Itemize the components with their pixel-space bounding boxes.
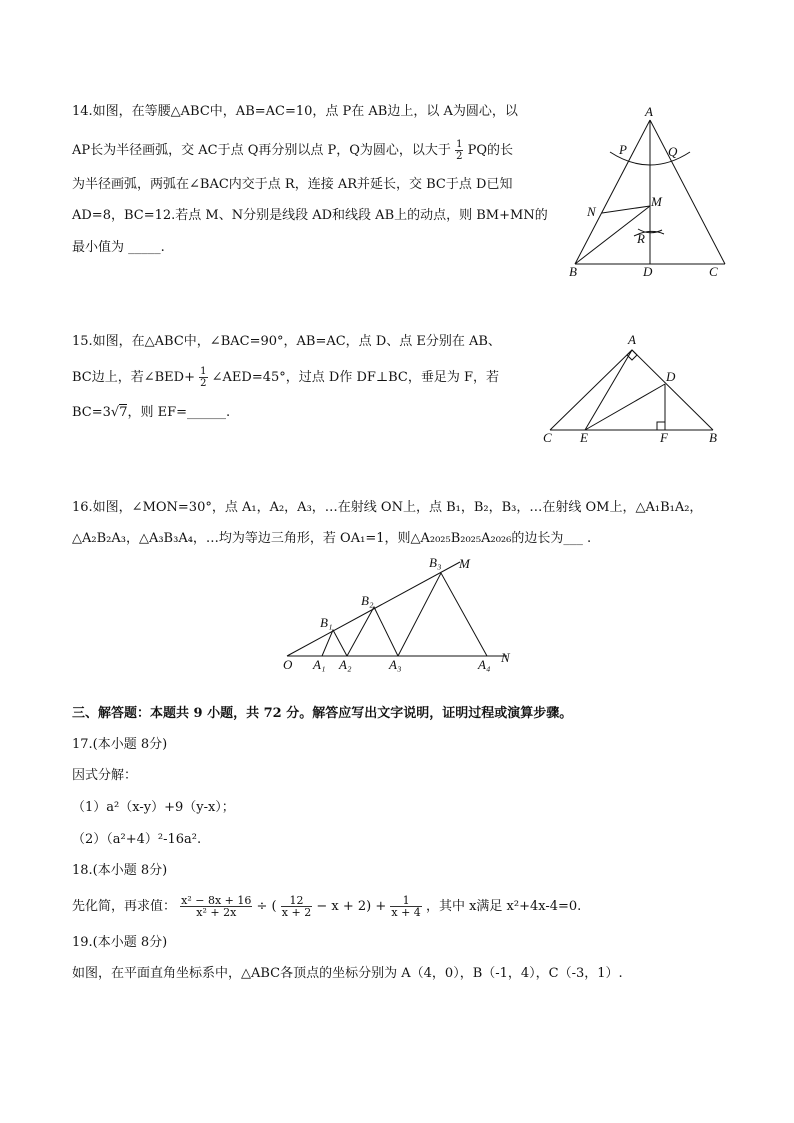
q17-prompt: 因式分解： — [72, 768, 138, 783]
q14-fig-label-n: N — [587, 204, 596, 219]
q16-fig-label-n: N — [501, 650, 510, 665]
q14-figure — [560, 100, 740, 285]
q14-fig-label-q: Q — [668, 144, 678, 159]
q14-line4: AD=8，BC=12.若点 M、N分别是线段 AD和线段 AB上的动点，则 BM+MN的 — [72, 208, 548, 223]
section3-heading: 三、解答题：本题共 9 小题，共 72 分。解答应写出文字说明，证明过程或演算步骤。 — [72, 706, 573, 721]
q17-item2: （2）（a²+4）²-16a². — [72, 832, 202, 847]
q17-item1: （1）a²（x-y）+9（y-x）； — [72, 800, 235, 815]
q14-fig-label-p: P — [619, 142, 627, 157]
q19-title: 19.(本小题 8分) — [72, 935, 168, 950]
q18-frac1-den: x² + 2x — [196, 906, 237, 919]
q14-line1: 14.如图，在等腰△ABC中，AB=AC=10，点 P在 AB边上，以 A为圆心，以 — [72, 104, 518, 119]
q16-fig-label-a2: A₂ — [339, 657, 352, 672]
q15-fig-label-a: A — [628, 332, 636, 347]
q14-fraction — [455, 139, 463, 162]
q18-fraction1 — [180, 895, 252, 918]
q14-fig-label-r: R — [637, 231, 645, 246]
q16-fig-label-m: M — [459, 556, 470, 571]
q16-fig-label-a4: A₄ — [478, 657, 491, 672]
q18-expression — [72, 892, 581, 922]
q14-frac-den: 2 — [456, 151, 463, 162]
q18-frac2-den: x + 2 — [281, 906, 312, 919]
q15-frac-num: 1 — [200, 366, 207, 377]
q18-fraction2 — [281, 895, 312, 918]
q15-fig-label-f: F — [660, 430, 668, 445]
q15-fraction — [199, 366, 207, 389]
q14-line3: 为半径画弧，两弧在∠BAC内交于点 R，连接 AR并延长，交 BC于点 D已知 — [72, 177, 513, 192]
q18-frac3-den: x + 4 — [391, 906, 421, 919]
q14-line2b: PQ的长 — [467, 143, 513, 158]
q15-sqrt-radicand: 7 — [119, 405, 128, 420]
q16-fig-label-b1: B₁ — [320, 615, 333, 630]
q16-fig-label-o: O — [283, 657, 293, 672]
q14-fig-label-b: B — [569, 264, 577, 279]
q18-fraction3 — [390, 895, 421, 918]
q16-line2: △A₂B₂A₃，△A₃B₃A₄，…均为等边三角形，若 OA₁=1，则△A₂₀₂₅B₂₀₂₅A₂₀₂₆的边长为___ . — [72, 531, 592, 546]
q14-fig-label-d: D — [643, 264, 653, 279]
q16-line1: 16.如图，∠MON=30°，点 A₁，A₂，A₃，…在射线 ON上，点 B₁，B₂，B₃，…在射线 OM上，△A₁B₁A₂， — [72, 500, 703, 515]
q15-fig-label-e: E — [580, 430, 588, 445]
q15-line3a: BC=3 — [72, 405, 111, 420]
q18-lead: 先化简，再求值： — [72, 899, 177, 914]
q15-fig-label-c: C — [543, 430, 552, 445]
q15-fig-label-d: D — [666, 369, 676, 384]
q15-line3 — [72, 405, 230, 421]
q18-title: 18.(本小题 8分) — [72, 863, 168, 878]
q18-frac3-num: 1 — [390, 895, 421, 907]
q14-fig-label-m: M — [651, 194, 662, 209]
q15-fig-label-b: B — [709, 430, 717, 445]
q15-line2 — [72, 366, 499, 389]
q16-fig-label-a1: A₁ — [313, 657, 326, 672]
q18-div: ÷ ( — [256, 899, 277, 914]
q16-figure — [275, 550, 525, 675]
q15-line2a: BC边上，若∠BED+ — [72, 370, 195, 385]
q15-sqrt-sign: √ — [110, 405, 120, 420]
q16-fig-label-a3: A₃ — [389, 657, 402, 672]
q14-line5: 最小值为 _____. — [72, 240, 165, 255]
q14-fig-label-a: A — [645, 104, 653, 119]
q18-tail: ，其中 x满足 x²+4x-4=0. — [425, 899, 582, 914]
q14-frac-num: 1 — [456, 139, 463, 150]
q14-line2a: AP长为半径画弧，交 AC于点 Q再分别以点 P，Q为圆心，以大于 — [72, 143, 451, 158]
q15-line2b: ∠AED=45°，过点 D作 DF⊥BC，垂足为 F，若 — [211, 370, 500, 385]
q15-line1: 15.如图，在△ABC中，∠BAC=90°，AB=AC，点 D、点 E分别在 AB、 — [72, 334, 501, 349]
q15-line3c: ，则 EF=______. — [127, 405, 231, 420]
q16-fig-label-b3: B₃ — [429, 555, 442, 570]
q18-mid: − x + 2) + — [316, 899, 387, 914]
q19-text: 如图，在平面直角坐标系中，△ABC各顶点的坐标分别为 A（4，0），B（-1，4），C（-3，1）. — [72, 966, 623, 981]
q16-fig-label-b2: B₂ — [361, 593, 374, 608]
q17-title: 17.(本小题 8分) — [72, 737, 168, 752]
q14-fig-label-c: C — [709, 264, 718, 279]
q15-figure — [535, 330, 730, 455]
q18-frac2-num: 12 — [281, 895, 312, 907]
q15-frac-den: 2 — [200, 378, 207, 389]
q18-frac1-num: x² − 8x + 16 — [181, 894, 252, 907]
q14-line2 — [72, 139, 513, 162]
